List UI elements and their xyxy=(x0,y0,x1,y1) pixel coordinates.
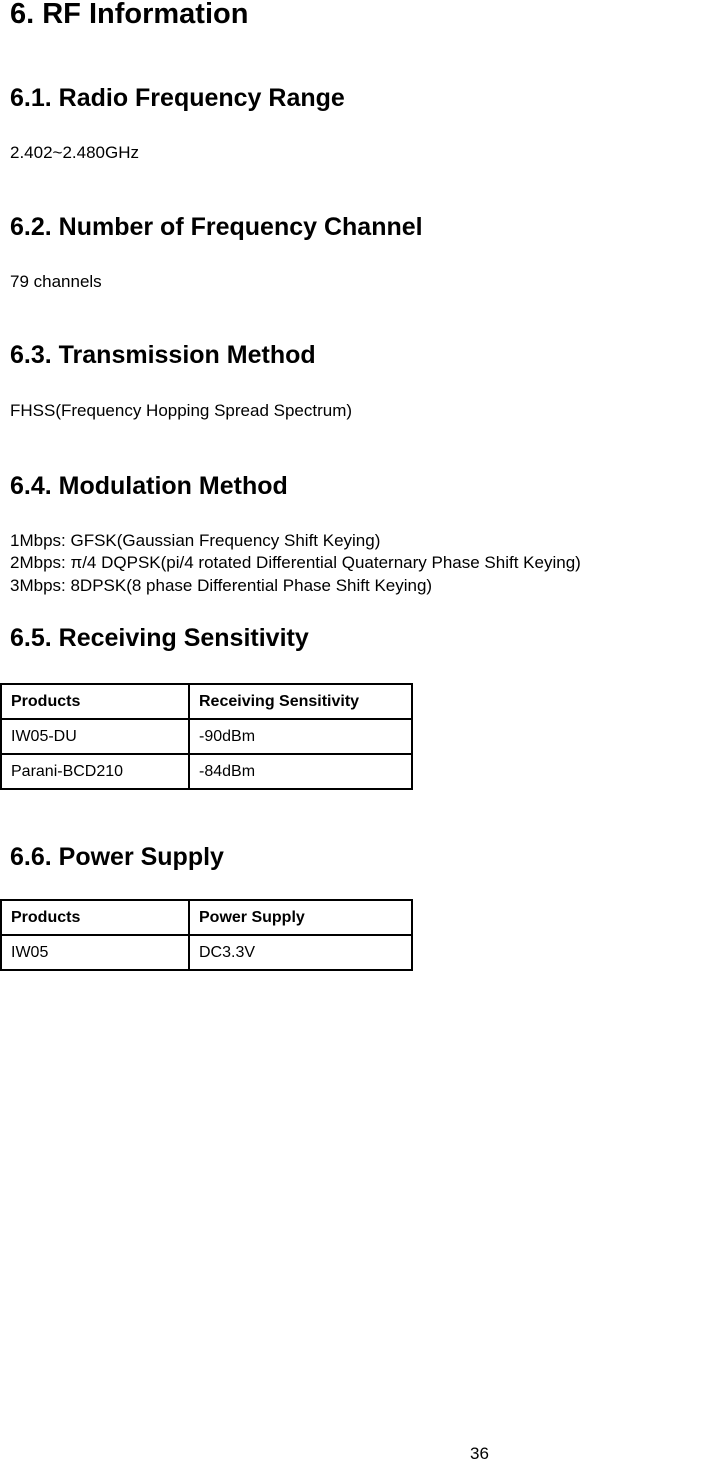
power-supply-table xyxy=(0,899,413,971)
page-title: 6. RF Information xyxy=(10,0,249,30)
section-heading-modulation-method: 6.4. Modulation Method xyxy=(10,472,288,500)
table-row xyxy=(1,935,412,970)
table-cell: DC3.3V xyxy=(189,935,412,970)
table-header-cell: Receiving Sensitivity xyxy=(189,684,412,719)
section-heading-frequency-range: 6.1. Radio Frequency Range xyxy=(10,84,345,112)
frequency-range-value: 2.402~2.480GHz xyxy=(10,143,140,162)
modulation-line: 1Mbps: GFSK(Gaussian Frequency Shift Keying) xyxy=(10,531,381,550)
modulation-line: 3Mbps: 8DPSK(8 phase Differential Phase Shift Keying) xyxy=(10,576,433,595)
table-header-cell: Products xyxy=(1,900,189,935)
page-number: 36 xyxy=(470,1444,489,1463)
table-header-row xyxy=(1,684,412,719)
table-cell: IW05-DU xyxy=(1,719,189,754)
table-header-cell: Power Supply xyxy=(189,900,412,935)
table-row xyxy=(1,719,412,754)
table-cell: IW05 xyxy=(1,935,189,970)
transmission-method-value: FHSS(Frequency Hopping Spread Spectrum) xyxy=(10,401,353,420)
modulation-line: 2Mbps: π/4 DQPSK(pi/4 rotated Differential Quaternary Phase Shift Keying) xyxy=(10,553,581,572)
table-header-row xyxy=(1,900,412,935)
section-heading-transmission-method: 6.3. Transmission Method xyxy=(10,341,316,369)
section-heading-receiving-sensitivity: 6.5. Receiving Sensitivity xyxy=(10,624,309,652)
table-cell: Parani-BCD210 xyxy=(1,754,189,789)
receiving-sensitivity-table xyxy=(0,683,413,790)
section-heading-frequency-channel: 6.2. Number of Frequency Channel xyxy=(10,213,423,241)
section-heading-power-supply: 6.6. Power Supply xyxy=(10,843,224,871)
table-row xyxy=(1,754,412,789)
table-cell: -90dBm xyxy=(189,719,412,754)
frequency-channel-value: 79 channels xyxy=(10,272,102,291)
table-header-cell: Products xyxy=(1,684,189,719)
table-cell: -84dBm xyxy=(189,754,412,789)
